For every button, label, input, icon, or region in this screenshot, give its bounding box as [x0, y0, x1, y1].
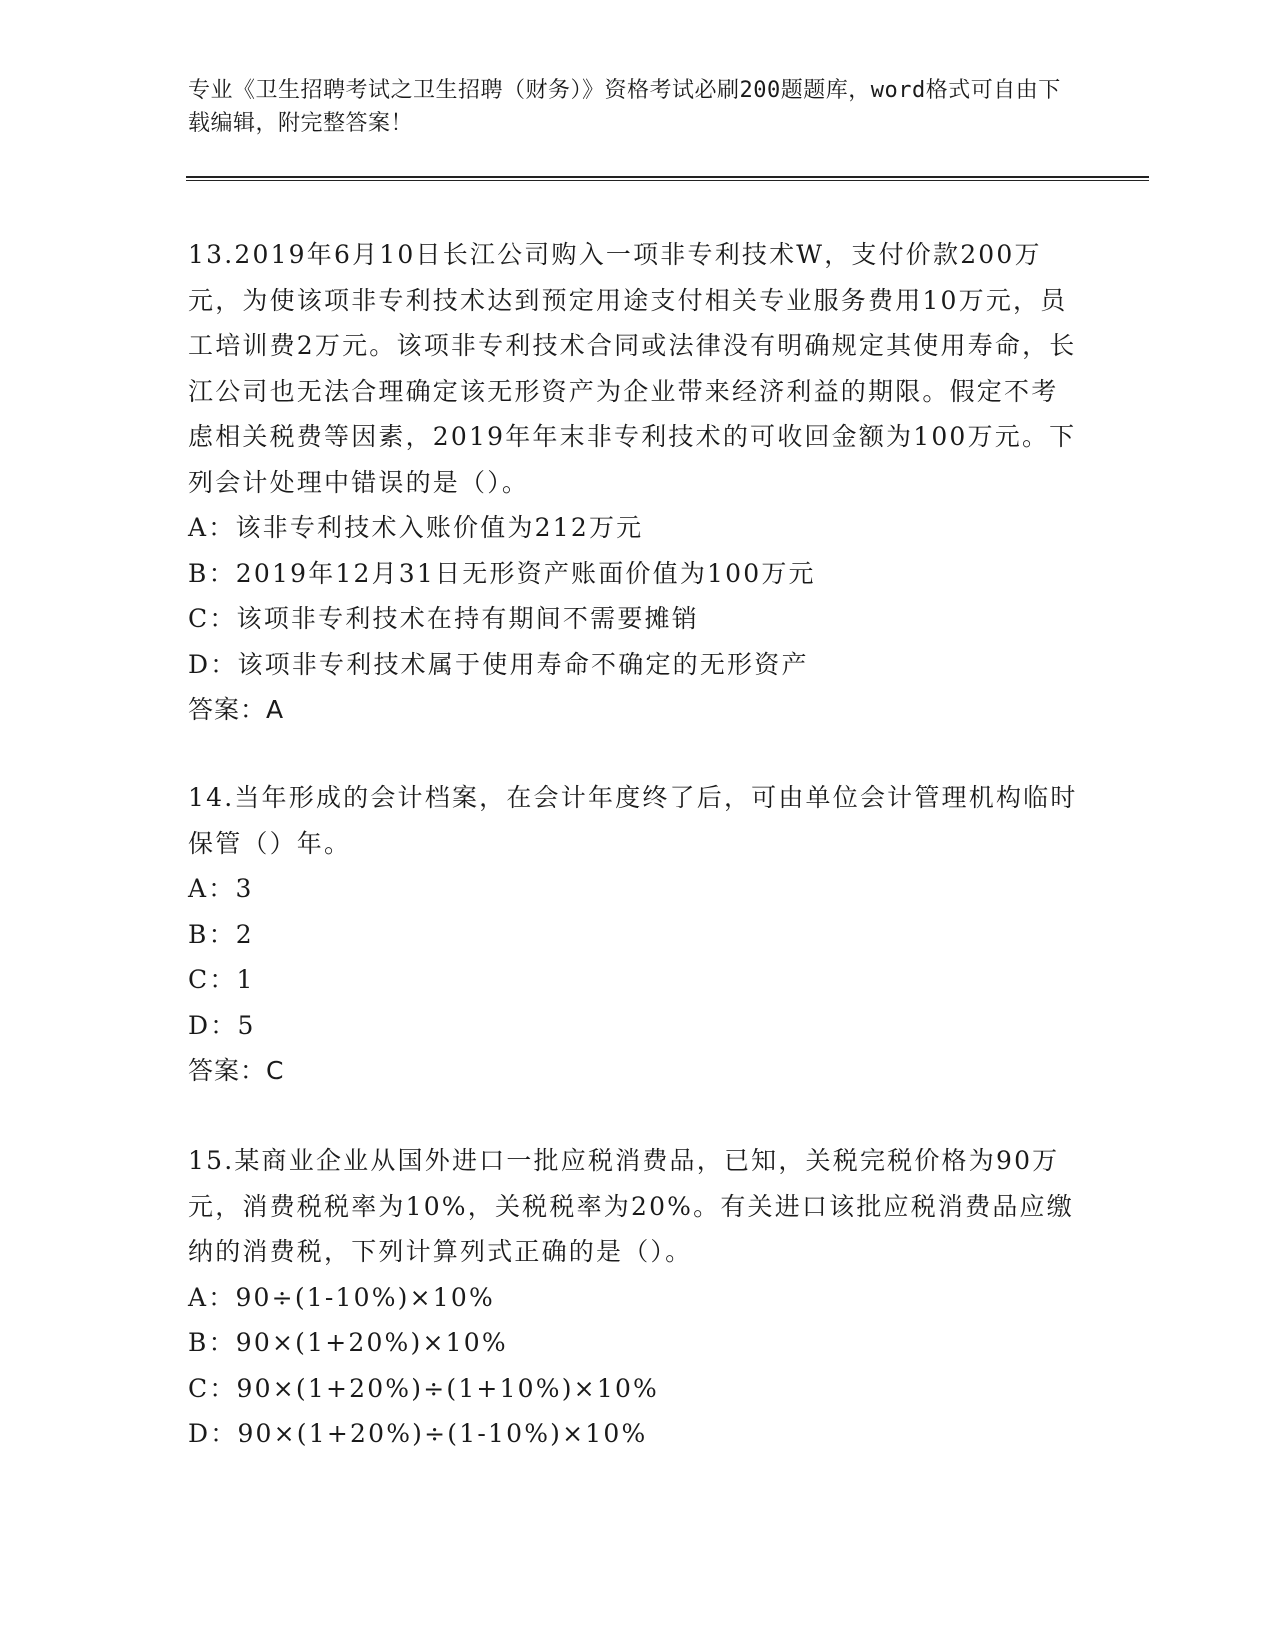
question-15: [188, 1138, 1078, 1457]
question-stem: 15.某商业企业从国外进口一批应税消费品，已知，关税完税价格为90万元，消费税税率为10%，关税税率为20%。有关进口该批应税消费品应缴纳的消费税，下列计算列式正确的是（）。: [188, 1146, 1074, 1266]
question-stem: 14.当年形成的会计档案，在会计年度终了后，可由单位会计管理机构临时保管（）年。: [188, 783, 1078, 858]
option-c: C：90×(1+20%)÷(1+10%)×10%: [188, 1373, 660, 1403]
option-c: C：该项非专利技术在持有期间不需要摊销: [188, 604, 699, 633]
option-a: A：该非专利技术入账价值为212万元: [188, 513, 644, 542]
document-header: 专业《卫生招聘考试之卫生招聘（财务）》资格考试必刷200题题库，word格式可自由下载编辑，附完整答案！: [188, 78, 1061, 136]
question-13: [188, 232, 1078, 733]
option-d: D：该项非专利技术属于使用寿命不确定的无形资产: [188, 649, 809, 679]
option-d: D：5: [188, 1010, 256, 1040]
question-stem: 13.2019年6月10日长江公司购入一项非专利技术W，支付价款200万元，为使该项非专利技术达到预定用途支付相关专业服务费用10万元，员工培训费2万元。该项非专利技术合同或法律没有明确规定其使用寿命，长江公司也无法合理确定该无形资产为企业带来经济利益的期限。假定不考虑相关税费等因素，2019年年末非专利技术的可收回金额为100万元。下列会计处理中错误的是（）。: [188, 240, 1077, 497]
option-b: B：2: [188, 919, 254, 949]
question-14: [188, 775, 1078, 1094]
answer-line: 答案：C: [188, 1056, 285, 1085]
option-b: B：2019年12月31日无形资产账面价值为100万元: [188, 558, 816, 588]
option-c: C：1: [188, 965, 255, 994]
option-b: B：90×(1+20%)×10%: [188, 1328, 508, 1357]
option-a: A：3: [188, 874, 254, 903]
option-d: D：90×(1+20%)÷(1-10%)×10%: [188, 1419, 648, 1448]
option-a: A：90÷(1-10%)×10%: [188, 1282, 495, 1312]
answer-line: 答案：A: [188, 695, 285, 724]
header-divider: [186, 176, 1149, 181]
